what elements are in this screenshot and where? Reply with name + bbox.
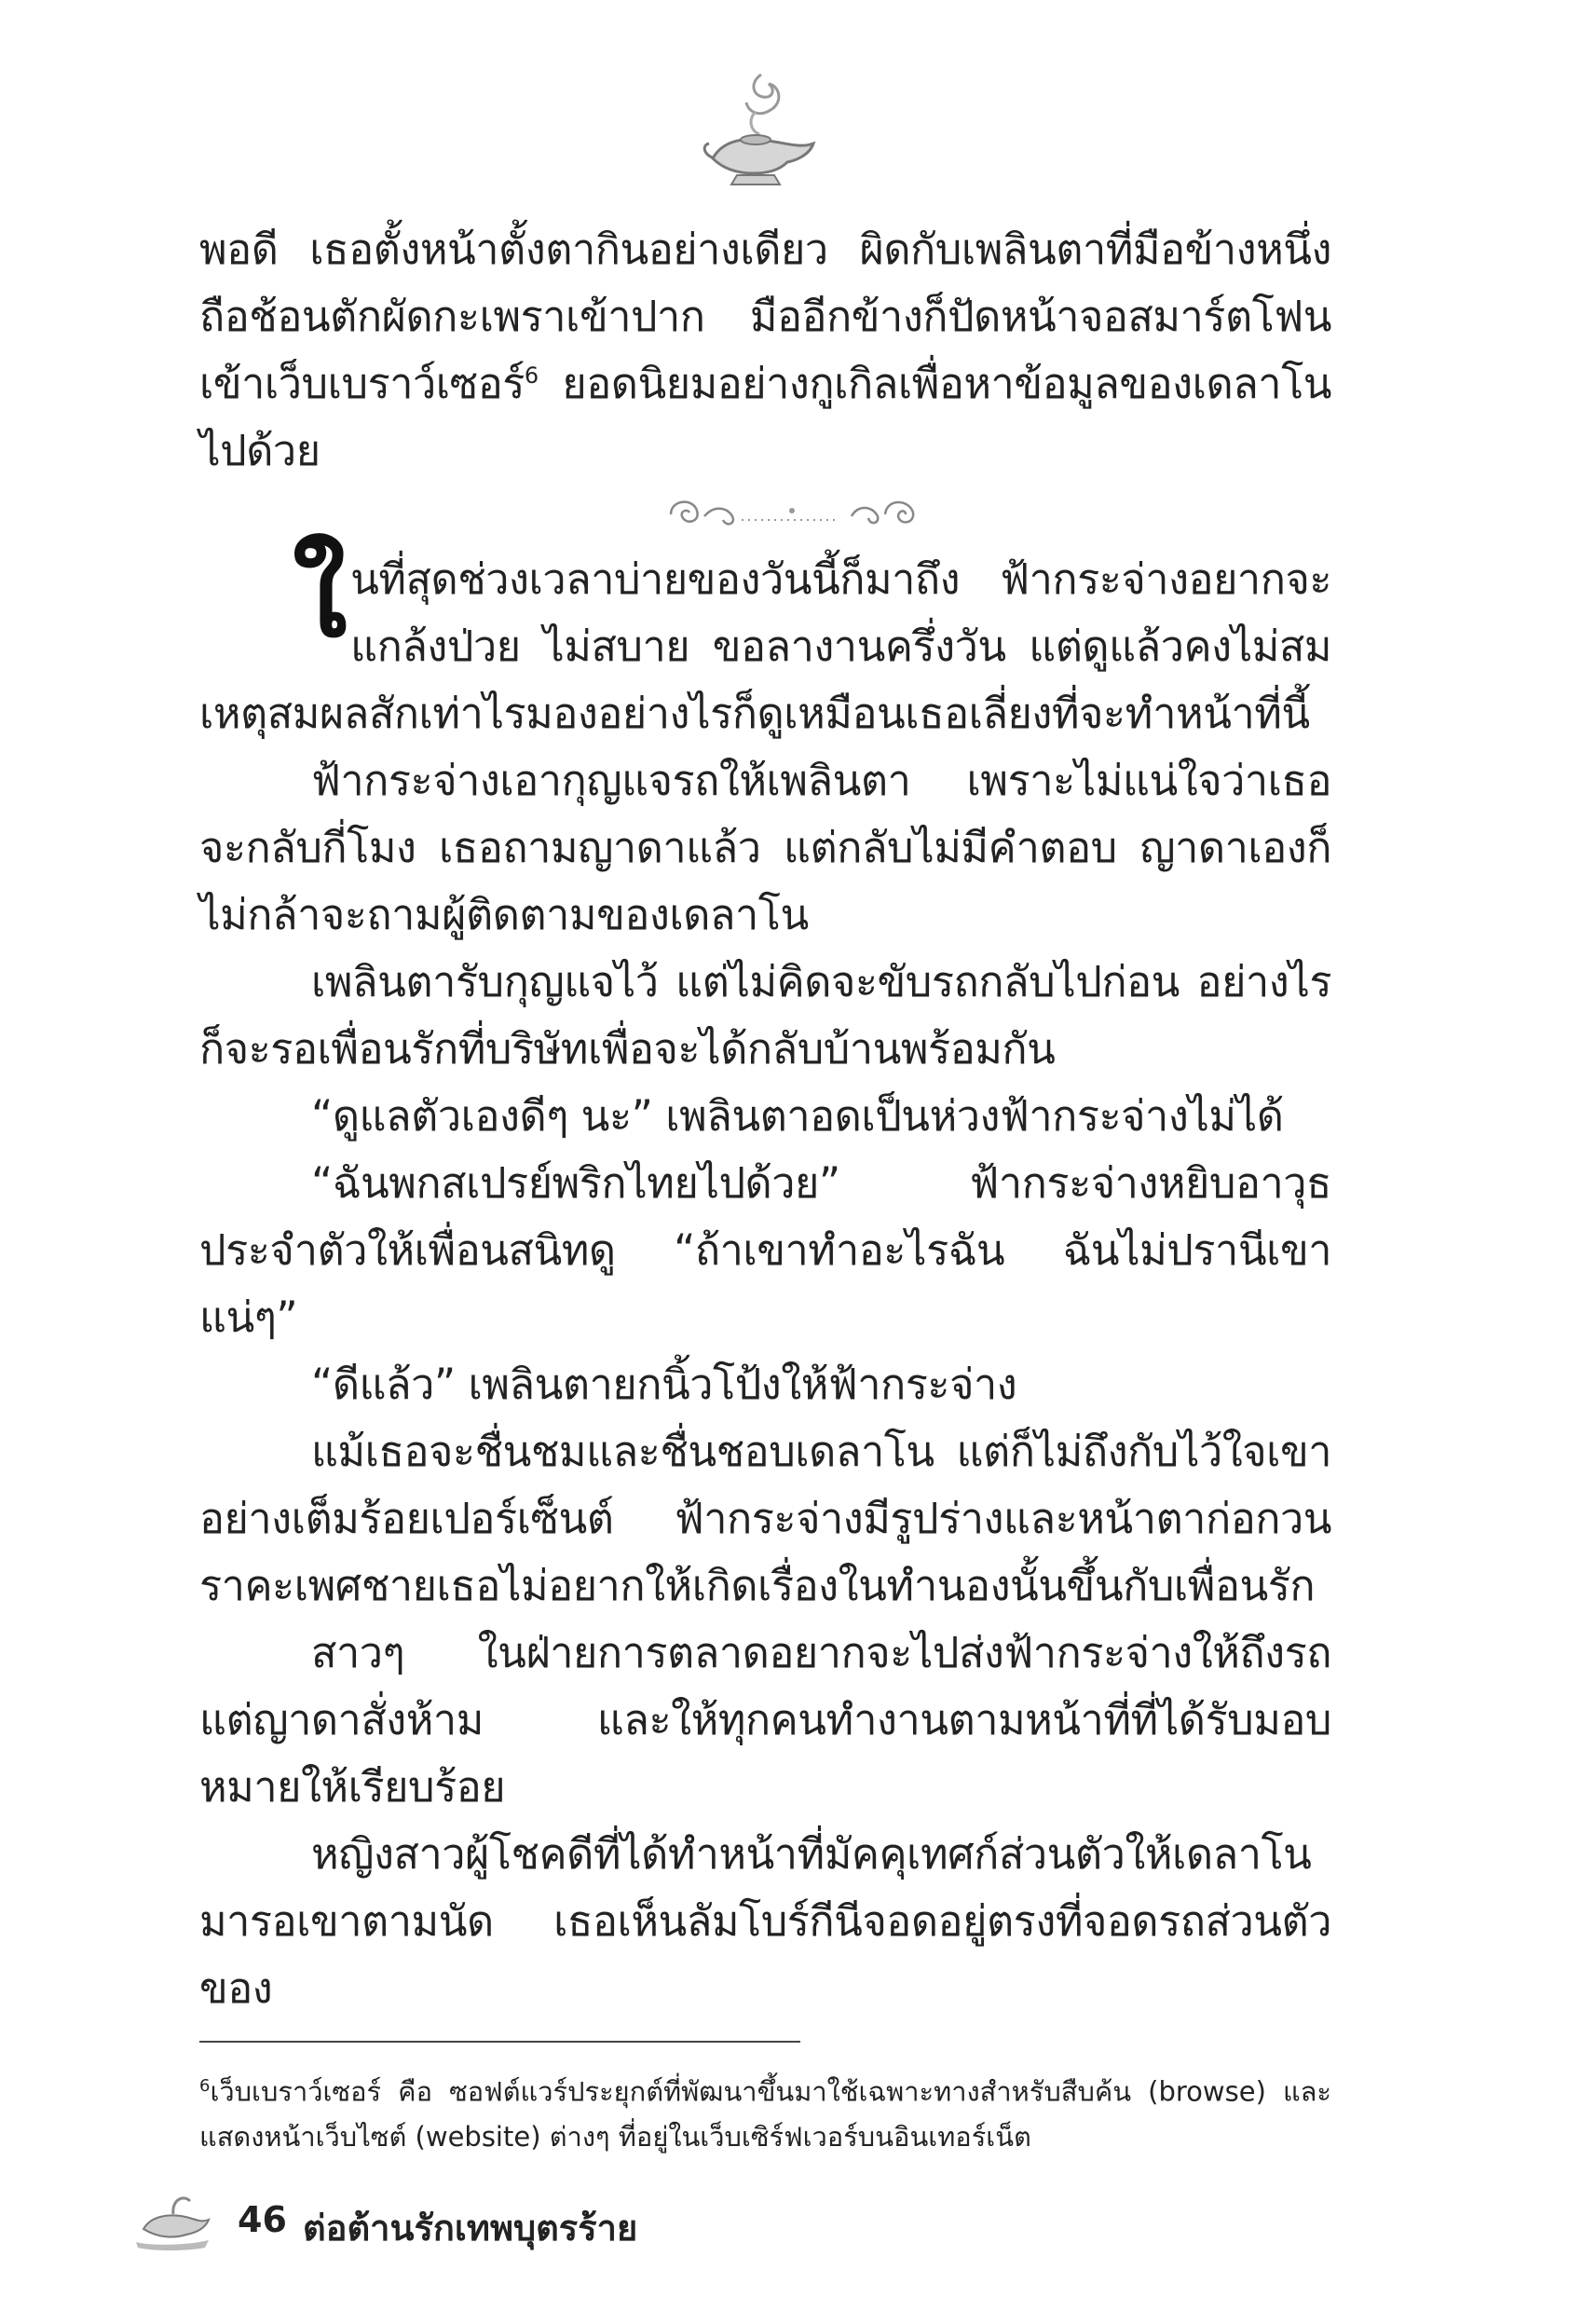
page-number: 46 xyxy=(238,2199,287,2240)
paragraph: เพลินตารับกุญแจไว้ แต่ไม่คิดจะขับรถกลับไปก่อน อย่างไรก็จะรอเพื่อนรักที่บริษัทเพื่อจะได้กลับบ้านพร้อมกัน xyxy=(199,957,1331,1073)
paragraph: “ดูแลตัวเองดีๆ นะ” เพลินตาอดเป็นห่วงฟ้ากระจ่างไม่ได้ xyxy=(311,1091,1284,1141)
paragraph: สาวๆ ในฝ่ายการตลาดอยากจะไปส่งฟ้ากระจ่างให้ถึงรถ แต่ญาดาสั่งห้าม และให้ทุกคนทำงานตามหน้าที่ที่ได้รับมอบหมายให้เรียบร้อย xyxy=(199,1628,1331,1812)
footnote-text: เว็บเบราว์เซอร์ คือ ซอฟต์แวร์ประยุกต์ที่พัฒนาขึ้นมาใช้เฉพาะทางสำหรับสืบค้น (browse) และแสดงหน้าเว็บไซต์ (website) ต่างๆ ที่อยู่ในเว็บเซิร์ฟเวอร์บนอินเทอร์เน็ต xyxy=(199,2075,1331,2153)
drop-cap: ใ xyxy=(293,531,348,663)
page-footer xyxy=(130,2188,876,2253)
text-block-main xyxy=(199,531,1331,2022)
paragraph: แม้เธอจะชื่นชมและชื่นชอบเดลาโน แต่ก็ไม่ถึงกับไว้ใจเขาอย่างเต็มร้อยเปอร์เซ็นต์ ฟ้ากระจ่างมีรูปร่างและหน้าตาก่อกวนราคะเพศชายเธอไม่อยากให้เกิดเรื่องในทำนองนั้นขึ้นกับเพื่อนรัก xyxy=(199,1427,1331,1610)
footnote-rule xyxy=(199,2041,800,2043)
paragraph: “ดีแล้ว” เพลินตายกนิ้วโป้งให้ฟ้ากระจ่าง xyxy=(311,1360,1017,1409)
book-title: ต่อต้านรักเทพบุตรร้าย xyxy=(303,2208,638,2249)
text-block-top xyxy=(199,216,1331,485)
lamp-footer-icon xyxy=(130,2188,214,2253)
footnote xyxy=(199,2064,1331,2159)
paragraph: พอดี เธอตั้งหน้าตั้งตากินอย่างเดียว ผิดกับเพลินตาที่มือข้างหนึ่งถือช้อนตักผัดกะเพราเข้าปาก มืออีกข้างก็ปัดหน้าจอสมาร์ตโฟน เข้าเว็บเบราว์เซอร์$^6$ ยอดนิยมอย่างกูเกิลเพื่อหาข้อมูลของเดลาโนไปด้วย xyxy=(199,225,1331,475)
paragraph: หญิงสาวผู้โชคดีที่ได้ทำหน้าที่มัคคุเทศก์ส่วนตัวให้เดลาโนมารอเขาตามนัด เธอเห็นลัมโบร์กีนีจอดอยู่ตรงที่จอดรถส่วนตัวของ xyxy=(199,1829,1331,2013)
footnote-reference[interactable]: 6 xyxy=(524,362,539,389)
ornamental-divider-icon xyxy=(652,483,932,539)
genie-lamp-icon xyxy=(694,65,825,205)
paragraph-opening: ในที่สุดช่วงเวลาบ่ายของวันนี้ก็มาถึง ฟ้ากระจ่างอยากจะแกล้งป่วย ไม่สบาย ขอลางานครึ่งวัน แต่ดูแล้วคงไม่สมเหตุสมผลสักเท่าไรมองอย่างไรก็ดูเหมือนเธอเลี่ยงที่จะทำหน้าที่นี้ xyxy=(199,531,1331,738)
footnote-mark: 6 xyxy=(199,2076,211,2096)
paragraph: ฟ้ากระจ่างเอากุญแจรถให้เพลินตา เพราะไม่แน่ใจว่าเธอจะกลับกี่โมง เธอถามญาดาแล้ว แต่กลับไม่มีคำตอบ ญาดาเองก็ไม่กล้าจะถามผู้ติดตามของเดลาโน xyxy=(199,756,1331,939)
paragraph: “ฉันพกสเปรย์พริกไทยไปด้วย” ฟ้ากระจ่างหยิบอาวุธประจำตัวให้เพื่อนสนิทดู “ถ้าเขาทำอะไรฉัน ฉันไม่ปรานีเขาแน่ๆ” xyxy=(199,1158,1331,1342)
